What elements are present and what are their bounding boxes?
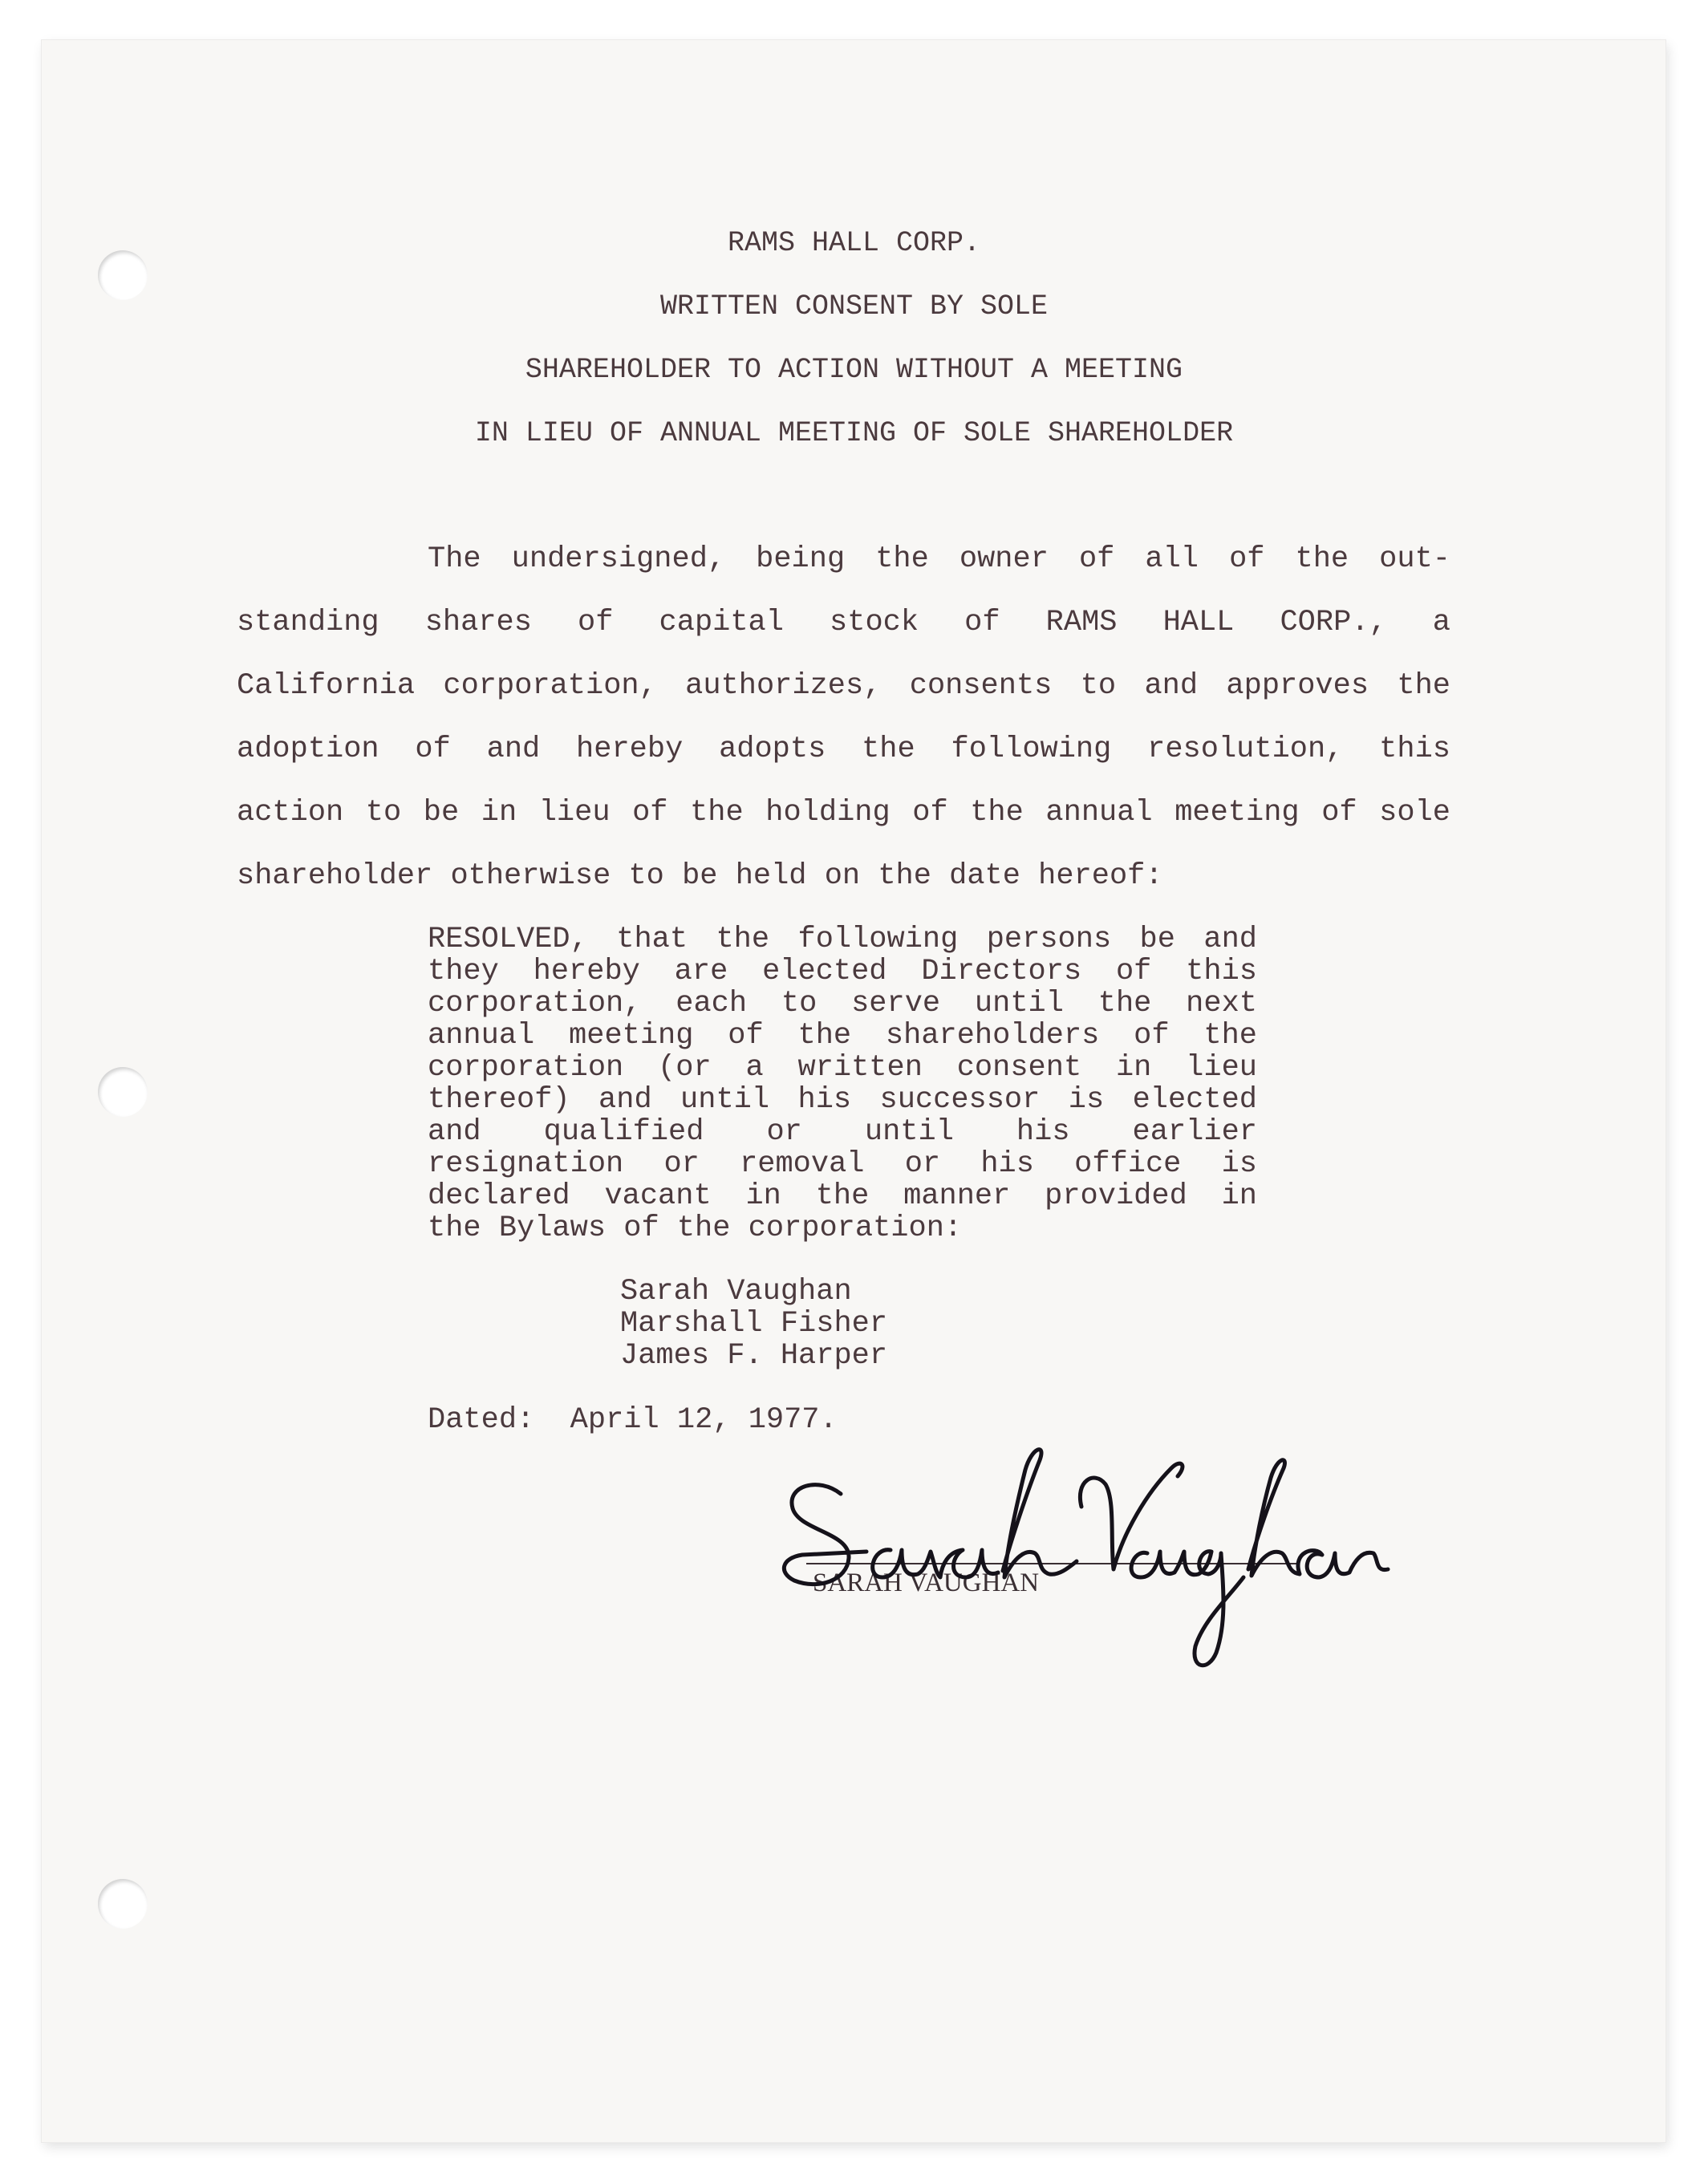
signature-stroke-v — [1080, 1463, 1183, 1569]
paragraph-line: action to be in lieu of the holding of the annual meeting of sole — [237, 796, 1450, 830]
title-line: IN LIEU OF ANNUAL MEETING OF SOLE SHAREHOLDER — [474, 417, 1234, 449]
resolution-line: corporation (or a written consent in lieu — [428, 1051, 1257, 1085]
signatory-name: SARAH VAUGHAN — [813, 1568, 1040, 1597]
handwritten-signature — [770, 1420, 1412, 1693]
director-name: James F. Harper — [620, 1339, 888, 1373]
date-value: April 12, 1977. — [570, 1403, 838, 1437]
title-line: RAMS HALL CORP. — [727, 227, 981, 259]
paragraph-line: California corporation, authorizes, consents to and approves the — [237, 669, 1450, 703]
signature-stroke-aughan — [1131, 1552, 1243, 1666]
punch-hole-bottom — [98, 1879, 148, 1929]
director-name: Marshall Fisher — [620, 1307, 888, 1341]
paragraph-line: adoption of and hereby adopts the following resolution, this — [237, 732, 1450, 766]
paragraph-line: The undersigned, being the owner of all of the out- — [428, 542, 1450, 576]
title-line: WRITTEN CONSENT BY SOLE — [659, 290, 1049, 323]
punch-hole-middle — [98, 1067, 148, 1117]
resolution-line: resignation or removal or his office is — [428, 1147, 1257, 1181]
resolution-line: the Bylaws of the corporation: — [428, 1211, 963, 1245]
resolution-line: declared vacant in the manner provided in — [428, 1179, 1257, 1213]
resolution-line: and qualified or until his earlier — [428, 1115, 1257, 1149]
paragraph-line: shareholder otherwise to be held on the date hereof: — [237, 859, 1163, 893]
director-name: Sarah Vaughan — [620, 1275, 852, 1309]
signature-stroke-arah — [873, 1550, 998, 1577]
resolution-line: they hereby are elected Directors of this — [428, 955, 1257, 988]
date-label: Dated: — [428, 1403, 535, 1437]
paragraph-line: standing shares of capital stock of RAMS HALL CORP., a — [237, 606, 1450, 639]
signature-stroke-h — [1003, 1450, 1077, 1577]
resolution-line: RESOLVED, that the following persons be and — [428, 923, 1257, 956]
signature-stroke-s — [784, 1485, 866, 1585]
signature-stroke-han — [1248, 1460, 1388, 1577]
resolution-line: annual meeting of the shareholders of the — [428, 1019, 1257, 1053]
resolution-line: corporation, each to serve until the next — [428, 987, 1257, 1021]
title-line: SHAREHOLDER TO ACTION WITHOUT A MEETING — [525, 354, 1183, 386]
resolution-line: thereof) and until his successor is elected — [428, 1083, 1257, 1117]
